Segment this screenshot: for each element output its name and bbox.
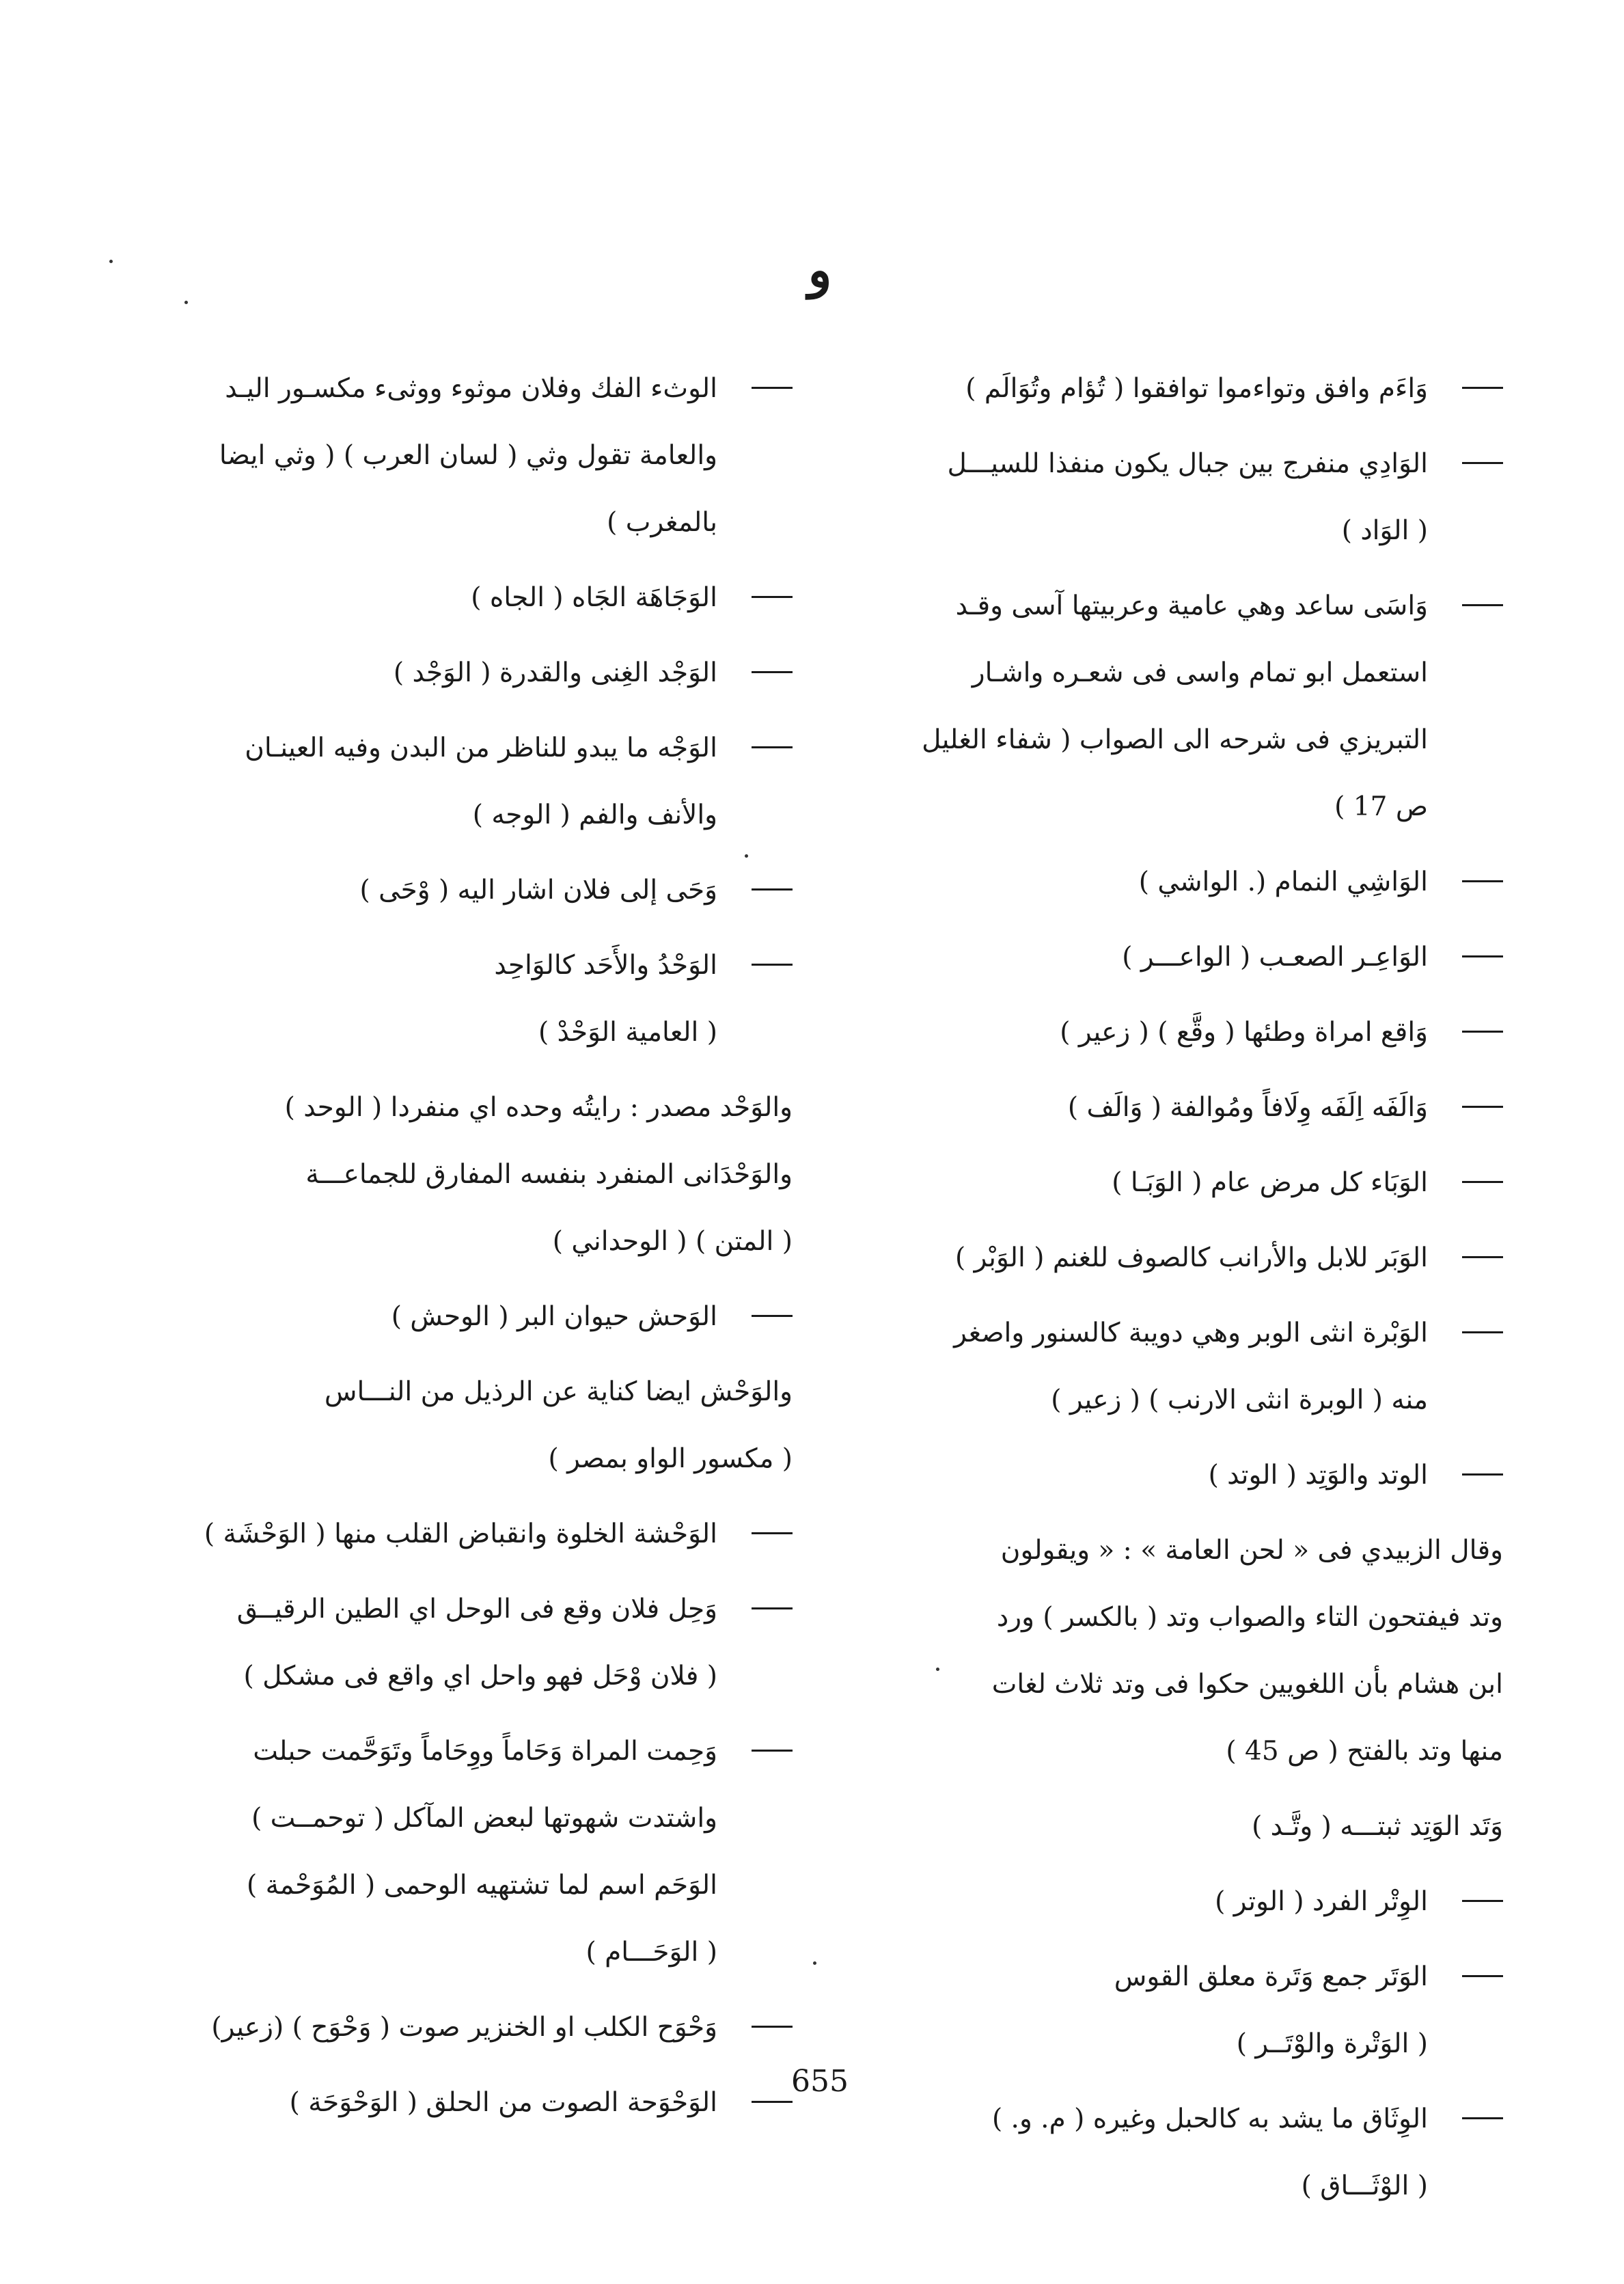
entry-line: ابن هشام بأن اللغويين حكوا فى وتد ثلاث لغات [991,1669,1503,1700]
entry-line: وَالَفَه اِلَفَه وِلَافاً ومُوالفة ( وَالَف ) [1067,1092,1428,1123]
dictionary-entry [137,932,793,1066]
entry-line: ص 17 ) [1334,791,1428,822]
dictionary-entry [847,1868,1503,1935]
entry-line: وَحِمت المراة وَحَاماً ووِحَاماً وتَوَحَّمت حبلت [253,1736,717,1767]
entry-line: ( فلان وْحَل فهو واحل اي واقع فى مشكل ) [243,1661,717,1691]
dictionary-entry [847,1793,1503,1860]
dictionary-entry [847,1517,1503,1785]
entry-line: الوَبْرة انثى الوبر وهي دويبة كالسنور واصغر [954,1318,1428,1348]
dictionary-entry [847,999,1503,1066]
entry-line: وقال الزبيدي فى « لحن العامة » : « ويقولون [1000,1535,1503,1566]
entry-line: ( المتن ) ( الوحداني ) [552,1226,793,1257]
entry-line: والأنف والفم ( الوجه ) [472,800,717,830]
entry-line: ( الوَتْرة والوْتَــر ) [1236,2028,1428,2059]
entry-line: وَتَد الوَتِد ثبتـــه ( وتَّـد ) [1252,1811,1503,1842]
dictionary-entry [847,355,1503,422]
entry-line: الوَحش حيوان البر ( الوحش ) [391,1301,717,1332]
dictionary-entry [847,1300,1503,1434]
entry-line: وَاقع امراة وطئها ( وقَّع ) ( زعير ) [1060,1017,1428,1048]
entry-line: وَاسَى ساعد وهي عامية وعربيتها آسى وقـد [955,590,1428,621]
entry-line: واشتدت شهوتها لبعض المآكل ( توحمــت ) [251,1803,717,1834]
entry-line: وتد فيفتحون التاء والصواب وتد ( بالكسر ) ورد [996,1602,1503,1633]
entry-line: ( الوَحَـــام ) [586,1937,717,1968]
dictionary-entry [137,715,793,849]
dictionary-entry [847,1225,1503,1292]
dictionary-entry [847,924,1503,991]
dictionary-entry [847,431,1503,565]
entry-line: استعمل ابو تمام واسى فى شعـره واشـار [972,657,1428,688]
dictionary-entry [847,2086,1503,2220]
dictionary-entry [137,857,793,924]
entry-line: الوتد والوَتِد ( الوتد ) [1208,1460,1428,1491]
dictionary-entry [137,1994,793,2061]
dictionary-entry [847,1074,1503,1141]
entry-line: الوَاشِي النمام (. الواشي ) [1138,867,1428,897]
entry-line: الوَحْدُ والأَحَد كالوَاحِد [494,950,717,981]
entry-line: الوَبَاء كل مرض عام ( الوَبَـا ) [1112,1167,1428,1198]
dictionary-entry [137,565,793,631]
dictionary-entry [137,1074,793,1275]
right-column [847,355,1503,2228]
entry-line: وَحْوَح الكلب او الخنزير صوت ( وَحْوَح ) (زعير) [211,2012,717,2043]
entry-line: الوَحَم اسم لما تشتهيه الوحمى ( المُوَحْمة ) [247,1870,717,1901]
scan-speck [184,301,188,304]
dictionary-entry [847,573,1503,841]
entry-line: الوِثَاق ما يشد به كالحبل وغيره ( م. و. ) [991,2104,1428,2134]
entry-line: الوَجْه ما يبدو للناظر من البدن وفيه العينـان [245,733,717,763]
entry-line: الوِتْر الفرد ( الوتر ) [1215,1886,1428,1917]
entry-line: الوَحْوَحة الصوت من الحلق ( الوَحْوَحَة ) [289,2087,717,2118]
entry-line: الوَحْشة الخلوة وانقباض القلب منها ( الوَحْشَة ) [204,1519,717,1549]
entry-line: منها وتد بالفتح ( ص 45 ) [1226,1736,1503,1767]
entry-line: وَحَى إلى فلان اشار اليه ( وْحَى ) [359,875,717,906]
scan-speck [936,1668,939,1671]
entry-line: الوَجَاهَة الجَاه ( الجاه ) [471,582,717,613]
dictionary-entry [137,1501,793,1568]
entry-line: والوَحْدَانى المنفرد بنفسه المفارق للجماعـــة [305,1159,793,1190]
dictionary-entry [847,849,1503,916]
dictionary-entry [137,1576,793,1710]
entry-line: ( الوْثَـــاق ) [1301,2171,1428,2201]
dictionary-entry [847,1944,1503,2078]
entry-line: ( مكسور الواو بمصر ) [548,1443,793,1474]
entry-line: والوَحْش ايضا كناية عن الرذيل من النـــاس [324,1376,793,1407]
entry-line: ( العامية الوَحْدْ ) [538,1017,717,1048]
dictionary-entry [847,1442,1503,1509]
entry-line: والعامة تقول وثي ( لسان العرب ) ( وثي ايضا [219,440,717,471]
entry-line: الوَتَر جمع وَتَرة معلق القوس [1114,1961,1428,1992]
scan-speck [109,260,113,263]
dictionary-entry [137,1718,793,1986]
dictionary-entry [137,2069,793,2136]
entry-line: الوَبَر للابل والأرانب كالصوف للغنم ( الوَبْر ) [954,1242,1428,1273]
entry-line: الوثء الفك وفلان موثوء ووثىء مكسـور اليـد [225,373,717,404]
scan-speck [745,854,748,858]
left-column [137,355,793,2145]
entry-line: الوَجْد الغِنى والقدرة ( الوَجْد ) [393,657,717,688]
dictionary-entry [137,640,793,707]
entry-line: وَحِل فلان وقع فى الوحل اي الطين الرقيــق [236,1594,717,1624]
entry-line: منه ( الوبرة انثى الارنب ) ( زعير ) [1051,1385,1428,1415]
entry-line: بالمغرب ) [607,507,717,538]
dictionary-entry [137,1359,793,1493]
entry-line: ( الوَاد ) [1341,515,1428,546]
dictionary-entry [847,1150,1503,1216]
scan-speck [813,1961,816,1965]
entry-line: والوَحْد مصدر : رايتُه وحده اي منفردا ( الوحد ) [284,1092,793,1123]
entry-line: التبريزي فى شرحه الى الصواب ( شفاء الغليل [922,724,1428,755]
dictionary-entry [137,355,793,556]
dictionary-entry [137,1283,793,1350]
entry-line: الوَاعِـر الصعـب ( الواعـــر ) [1122,942,1428,973]
page-number: 655 [791,2064,849,2099]
entry-line: وَاءَم وافق وتواءموا توافقوا ( تُؤام وتُوَالَم ) [965,373,1428,404]
entry-line: الوَادِي منفرج بين جبال يكون منفذا للسيـــل [947,448,1428,479]
page-letter-heading: و [808,241,832,299]
